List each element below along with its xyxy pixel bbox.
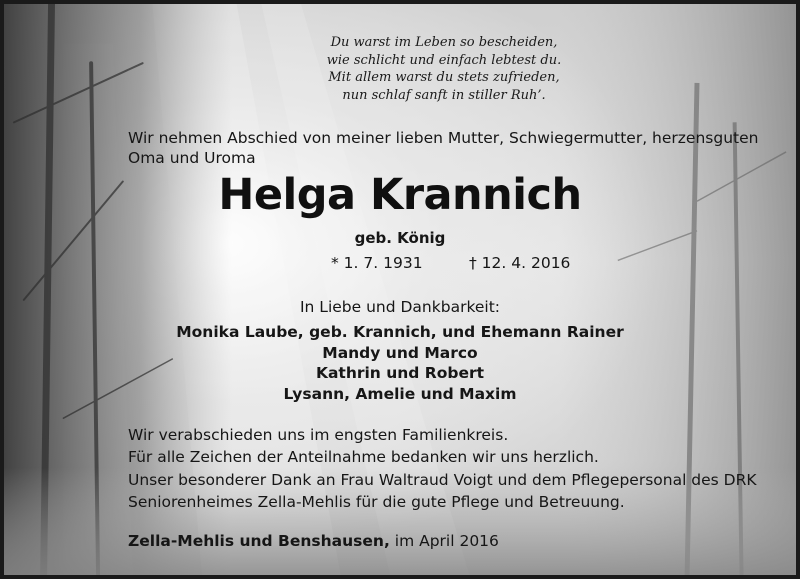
birth-name: geb. König xyxy=(354,229,446,247)
mourners-list xyxy=(4,322,796,404)
note-line: Für alle Zeichen der Anteilnahme bedanken wir uns herzlich. xyxy=(128,448,599,467)
poem-line: nun schlaf sanft in stiller Ruh’. xyxy=(342,87,546,103)
intro-line: Oma und Uroma xyxy=(128,149,256,167)
mourner-entry: Mandy und Marco xyxy=(322,343,478,362)
place-and-date xyxy=(128,532,499,550)
mourner-entry: Monika Laube, geb. Krannich, und Ehemann Rainer xyxy=(176,323,624,341)
note-line: Wir verabschieden uns im engsten Familienkreis. xyxy=(128,426,509,444)
note-line: Unser besonderer Dank an Frau Waltraud Voigt und dem Pflegepersonal des DRK xyxy=(128,470,757,489)
memorial-poem xyxy=(244,34,644,104)
mourner-entry: Lysann, Amelie und Maxim xyxy=(283,384,517,403)
signoff-date: im April 2016 xyxy=(394,532,499,550)
poem-line: Mit allem warst du stets zufrieden, xyxy=(328,70,560,86)
mourner-entry: Kathrin und Robert xyxy=(315,364,485,382)
note-line: Seniorenheimes Zella-Mehlis für die gute Pflege und Betreuung. xyxy=(128,493,625,512)
farewell-intro xyxy=(128,128,788,168)
signoff-place: Zella-Mehlis und Benshausen, xyxy=(128,532,390,550)
deceased-name: Helga Krannich xyxy=(218,170,582,220)
poem-line: wie schlicht und einfach lebtest du. xyxy=(326,52,562,68)
mourners-heading: In Liebe und Dankbarkeit: xyxy=(299,298,501,316)
intro-line: Wir nehmen Abschied von meiner lieben Mutter, Schwiegermutter, herzensguten xyxy=(128,129,759,147)
closing-notes xyxy=(128,424,788,514)
death-date: † 12. 4. 2016 xyxy=(469,254,571,272)
birth-date: * 1. 7. 1931 xyxy=(331,254,423,272)
poem-line: Du warst im Leben so bescheiden, xyxy=(330,35,558,50)
